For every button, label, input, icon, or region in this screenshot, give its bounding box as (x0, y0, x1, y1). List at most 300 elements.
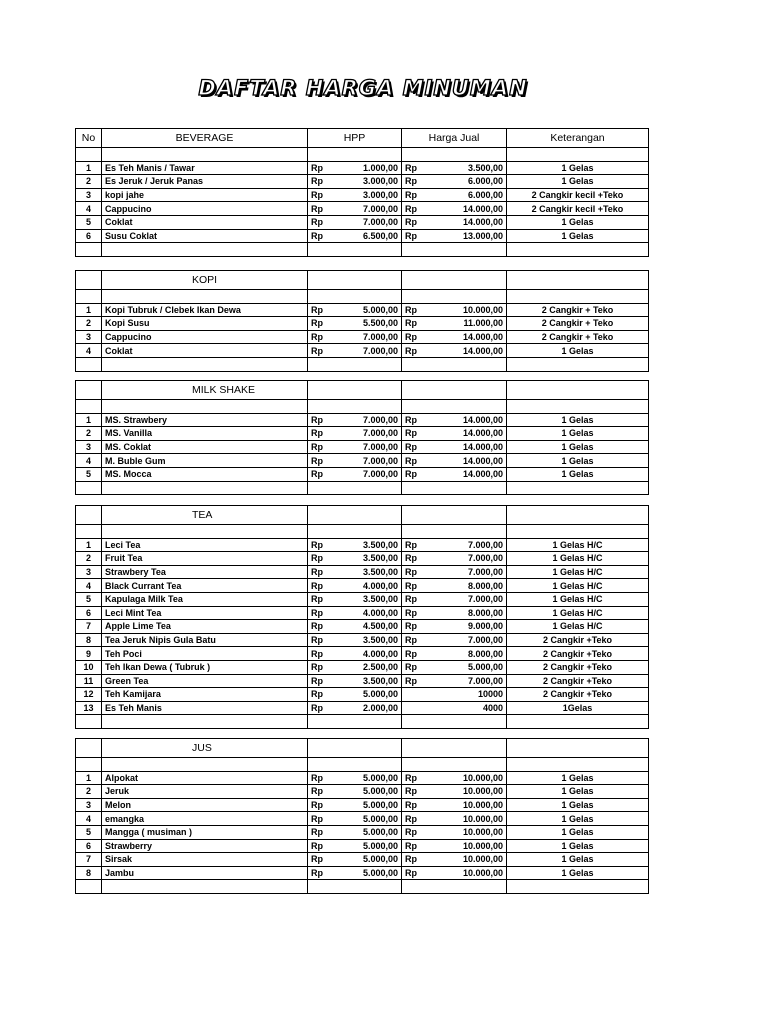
page-title: DAFTAR HARGA MINUMAN (198, 76, 528, 100)
header-keterangan: Keterangan (507, 129, 649, 148)
price-value: 7.000,00 (434, 592, 507, 606)
price-currency: Rp (402, 317, 434, 331)
item-name: M. Buble Gum (102, 454, 308, 468)
item-no: 5 (76, 215, 102, 229)
hpp-currency: Rp (308, 215, 340, 229)
item-no: 8 (76, 866, 102, 880)
item-no: 12 (76, 688, 102, 702)
item-note: 1 Gelas (507, 344, 649, 358)
hpp-value: 4.500,00 (340, 620, 402, 634)
table-row (76, 688, 649, 702)
hpp-currency: Rp (308, 538, 340, 552)
item-no: 1 (76, 538, 102, 552)
price-value: 10.000,00 (434, 853, 507, 867)
hpp-value: 3.500,00 (340, 552, 402, 566)
item-no: 2 (76, 785, 102, 799)
hpp-value: 5.000,00 (340, 853, 402, 867)
hpp-value: 3.500,00 (340, 565, 402, 579)
price-value: 14.000,00 (434, 467, 507, 481)
price-currency: Rp (402, 771, 434, 785)
item-name: Susu Coklat (102, 229, 308, 243)
table-row (76, 440, 649, 454)
item-name: MS. Coklat (102, 440, 308, 454)
table-row (76, 771, 649, 785)
hpp-currency: Rp (308, 701, 340, 715)
blank-row (76, 290, 649, 304)
price-value: 14.000,00 (434, 215, 507, 229)
table-row (76, 579, 649, 593)
price-value: 14.000,00 (434, 454, 507, 468)
blank-row (76, 148, 649, 162)
hpp-value: 2.000,00 (340, 701, 402, 715)
item-note: 1 Gelas H/C (507, 620, 649, 634)
item-note: 1 Gelas H/C (507, 592, 649, 606)
table-kopi (75, 270, 649, 372)
table-row (76, 344, 649, 358)
price-value: 13.000,00 (434, 229, 507, 243)
item-name: Apple Lime Tea (102, 620, 308, 634)
price-value: 5.000,00 (434, 660, 507, 674)
table-tea (75, 505, 649, 729)
hpp-currency: Rp (308, 606, 340, 620)
item-name: Kapulaga Milk Tea (102, 592, 308, 606)
hpp-value: 2.500,00 (340, 660, 402, 674)
price-currency (402, 688, 434, 702)
hpp-currency: Rp (308, 552, 340, 566)
price-value: 7.000,00 (434, 538, 507, 552)
hpp-currency: Rp (308, 688, 340, 702)
price-value: 10.000,00 (434, 785, 507, 799)
price-currency: Rp (402, 853, 434, 867)
table-row (76, 303, 649, 317)
hpp-value: 3.000,00 (340, 175, 402, 189)
item-name: MS. Mocca (102, 467, 308, 481)
section-header (76, 271, 649, 290)
item-note: 2 Cangkir +Teko (507, 674, 649, 688)
hpp-currency: Rp (308, 303, 340, 317)
item-note: 1 Gelas (507, 853, 649, 867)
item-no: 1 (76, 413, 102, 427)
item-no: 6 (76, 839, 102, 853)
item-note: 1 Gelas H/C (507, 552, 649, 566)
hpp-value: 7.000,00 (340, 454, 402, 468)
hpp-value: 5.000,00 (340, 785, 402, 799)
price-currency: Rp (402, 344, 434, 358)
price-value: 7.000,00 (434, 565, 507, 579)
item-name: Alpokat (102, 771, 308, 785)
item-note: 1 Gelas (507, 771, 649, 785)
hpp-value: 5.000,00 (340, 798, 402, 812)
item-name: Es Teh Manis / Tawar (102, 161, 308, 175)
hpp-currency: Rp (308, 188, 340, 202)
price-value: 11.000,00 (434, 317, 507, 331)
header-no: No (76, 129, 102, 148)
price-currency: Rp (402, 427, 434, 441)
item-no: 6 (76, 606, 102, 620)
price-currency: Rp (402, 674, 434, 688)
item-name: Jeruk (102, 785, 308, 799)
item-no: 4 (76, 202, 102, 216)
blank-row (76, 758, 649, 772)
table-row (76, 647, 649, 661)
item-note: 1 Gelas (507, 440, 649, 454)
hpp-value: 5.500,00 (340, 317, 402, 331)
hpp-currency: Rp (308, 839, 340, 853)
table-milk-shake (75, 380, 649, 495)
item-note: 1 Gelas (507, 229, 649, 243)
item-name: Melon (102, 798, 308, 812)
hpp-currency: Rp (308, 592, 340, 606)
hpp-currency: Rp (308, 413, 340, 427)
price-value: 7.000,00 (434, 633, 507, 647)
price-value: 10.000,00 (434, 839, 507, 853)
price-value: 14.000,00 (434, 344, 507, 358)
hpp-currency: Rp (308, 866, 340, 880)
hpp-value: 7.000,00 (340, 467, 402, 481)
blank-row (76, 481, 649, 495)
blank-row (76, 243, 649, 257)
price-value: 14.000,00 (434, 427, 507, 441)
item-note: 2 Cangkir + Teko (507, 330, 649, 344)
item-no: 11 (76, 674, 102, 688)
hpp-value: 6.500,00 (340, 229, 402, 243)
item-no: 10 (76, 660, 102, 674)
price-currency: Rp (402, 647, 434, 661)
price-value: 9.000,00 (434, 620, 507, 634)
table-row (76, 701, 649, 715)
table-row (76, 674, 649, 688)
table-row (76, 427, 649, 441)
hpp-currency: Rp (308, 454, 340, 468)
item-no: 4 (76, 344, 102, 358)
table-row (76, 229, 649, 243)
item-name: Fruit Tea (102, 552, 308, 566)
price-currency: Rp (402, 839, 434, 853)
price-value: 14.000,00 (434, 330, 507, 344)
hpp-currency: Rp (308, 565, 340, 579)
price-currency: Rp (402, 592, 434, 606)
hpp-currency: Rp (308, 467, 340, 481)
section-title: TEA (102, 506, 308, 525)
price-currency: Rp (402, 620, 434, 634)
hpp-value: 3.500,00 (340, 633, 402, 647)
hpp-value: 5.000,00 (340, 866, 402, 880)
item-no: 3 (76, 798, 102, 812)
table-row (76, 161, 649, 175)
hpp-currency: Rp (308, 660, 340, 674)
price-value: 10.000,00 (434, 303, 507, 317)
hpp-currency: Rp (308, 674, 340, 688)
item-note: 1 Gelas (507, 161, 649, 175)
price-currency: Rp (402, 229, 434, 243)
item-no: 1 (76, 303, 102, 317)
item-no: 5 (76, 592, 102, 606)
hpp-value: 7.000,00 (340, 330, 402, 344)
item-name: kopi jahe (102, 188, 308, 202)
hpp-currency: Rp (308, 633, 340, 647)
price-currency: Rp (402, 188, 434, 202)
item-note: 2 Cangkir +Teko (507, 660, 649, 674)
item-no: 7 (76, 853, 102, 867)
price-value: 10.000,00 (434, 771, 507, 785)
table-row (76, 330, 649, 344)
price-currency: Rp (402, 330, 434, 344)
item-name: MS. Vanilla (102, 427, 308, 441)
item-no: 4 (76, 454, 102, 468)
item-note: 1Gelas (507, 701, 649, 715)
hpp-value: 5.000,00 (340, 688, 402, 702)
item-name: MS. Strawbery (102, 413, 308, 427)
item-name: Leci Tea (102, 538, 308, 552)
hpp-currency: Rp (308, 161, 340, 175)
hpp-value: 7.000,00 (340, 202, 402, 216)
item-note: 1 Gelas (507, 427, 649, 441)
hpp-currency: Rp (308, 620, 340, 634)
item-name: Sirsak (102, 853, 308, 867)
table-row (76, 606, 649, 620)
item-name: Mangga ( musiman ) (102, 825, 308, 839)
item-note: 2 Cangkir +Teko (507, 647, 649, 661)
item-name: Kopi Tubruk / Clebek Ikan Dewa (102, 303, 308, 317)
item-no: 9 (76, 647, 102, 661)
item-name: Teh Kamijara (102, 688, 308, 702)
hpp-value: 1.000,00 (340, 161, 402, 175)
blank-row (76, 525, 649, 539)
item-name: Cappucino (102, 202, 308, 216)
table-row (76, 538, 649, 552)
item-note: 1 Gelas (507, 812, 649, 826)
item-no: 2 (76, 427, 102, 441)
section-header (76, 506, 649, 525)
item-note: 1 Gelas (507, 413, 649, 427)
item-note: 2 Cangkir +Teko (507, 633, 649, 647)
item-name: Es Teh Manis (102, 701, 308, 715)
table-row (76, 812, 649, 826)
price-value: 14.000,00 (434, 413, 507, 427)
hpp-value: 7.000,00 (340, 344, 402, 358)
hpp-currency: Rp (308, 202, 340, 216)
hpp-currency: Rp (308, 229, 340, 243)
blank-row (76, 880, 649, 894)
price-value: 10.000,00 (434, 866, 507, 880)
item-note: 2 Cangkir kecil +Teko (507, 202, 649, 216)
price-currency: Rp (402, 303, 434, 317)
price-currency: Rp (402, 175, 434, 189)
table-row (76, 620, 649, 634)
table-row (76, 633, 649, 647)
item-name: Teh Ikan Dewa ( Tubruk ) (102, 660, 308, 674)
item-name: Kopi Susu (102, 317, 308, 331)
hpp-currency: Rp (308, 771, 340, 785)
hpp-currency: Rp (308, 330, 340, 344)
table-row (76, 454, 649, 468)
price-currency: Rp (402, 798, 434, 812)
table-row (76, 565, 649, 579)
hpp-currency: Rp (308, 317, 340, 331)
table-row (76, 175, 649, 189)
section-title: KOPI (102, 271, 308, 290)
table-row (76, 317, 649, 331)
item-name: Jambu (102, 866, 308, 880)
section-title: MILK SHAKE (102, 381, 308, 400)
item-note: 1 Gelas (507, 467, 649, 481)
item-no: 5 (76, 825, 102, 839)
item-no: 3 (76, 330, 102, 344)
item-note: 2 Cangkir + Teko (507, 317, 649, 331)
price-value: 4000 (434, 701, 507, 715)
item-note: 1 Gelas (507, 825, 649, 839)
header-harga-jual: Harga Jual (402, 129, 507, 148)
hpp-value: 5.000,00 (340, 812, 402, 826)
table-jus (75, 738, 649, 894)
price-currency: Rp (402, 538, 434, 552)
price-currency: Rp (402, 467, 434, 481)
item-note: 1 Gelas H/C (507, 579, 649, 593)
table-row (76, 825, 649, 839)
item-no: 5 (76, 467, 102, 481)
item-note: 1 Gelas (507, 839, 649, 853)
hpp-currency: Rp (308, 647, 340, 661)
item-no: 1 (76, 161, 102, 175)
item-no: 7 (76, 620, 102, 634)
item-note: 1 Gelas (507, 798, 649, 812)
hpp-currency: Rp (308, 427, 340, 441)
section-header (76, 739, 649, 758)
price-value: 3.500,00 (434, 161, 507, 175)
item-no: 3 (76, 188, 102, 202)
price-currency (402, 701, 434, 715)
table-header (76, 129, 649, 148)
item-note: 2 Cangkir + Teko (507, 303, 649, 317)
table-row (76, 413, 649, 427)
item-no: 8 (76, 633, 102, 647)
item-note: 2 Cangkir +Teko (507, 688, 649, 702)
item-name: Strawberry (102, 839, 308, 853)
item-name: Cappucino (102, 330, 308, 344)
price-currency: Rp (402, 785, 434, 799)
item-note: 1 Gelas (507, 785, 649, 799)
price-value: 10.000,00 (434, 825, 507, 839)
hpp-value: 3.500,00 (340, 592, 402, 606)
blank-row (76, 400, 649, 414)
item-no: 2 (76, 175, 102, 189)
item-note: 1 Gelas (507, 866, 649, 880)
item-name: Green Tea (102, 674, 308, 688)
item-no: 2 (76, 552, 102, 566)
price-currency: Rp (402, 579, 434, 593)
item-no: 13 (76, 701, 102, 715)
hpp-currency: Rp (308, 812, 340, 826)
price-value: 10.000,00 (434, 812, 507, 826)
item-name: Es Jeruk / Jeruk Panas (102, 175, 308, 189)
price-value: 10.000,00 (434, 798, 507, 812)
item-name: emangka (102, 812, 308, 826)
hpp-value: 7.000,00 (340, 215, 402, 229)
item-name: Leci Mint Tea (102, 606, 308, 620)
header-beverage: BEVERAGE (102, 129, 308, 148)
section-title: JUS (102, 739, 308, 758)
hpp-value: 7.000,00 (340, 413, 402, 427)
price-value: 7.000,00 (434, 674, 507, 688)
price-value: 6.000,00 (434, 188, 507, 202)
price-currency: Rp (402, 606, 434, 620)
price-currency: Rp (402, 633, 434, 647)
item-name: Coklat (102, 215, 308, 229)
price-value: 14.000,00 (434, 440, 507, 454)
table-row (76, 853, 649, 867)
price-value: 6.000,00 (434, 175, 507, 189)
item-name: Strawbery Tea (102, 565, 308, 579)
hpp-currency: Rp (308, 579, 340, 593)
table-row (76, 592, 649, 606)
price-value: 14.000,00 (434, 202, 507, 216)
price-currency: Rp (402, 440, 434, 454)
item-no: 4 (76, 579, 102, 593)
item-no: 2 (76, 317, 102, 331)
hpp-value: 4.000,00 (340, 647, 402, 661)
hpp-value: 5.000,00 (340, 771, 402, 785)
blank-row (76, 715, 649, 729)
hpp-value: 3.000,00 (340, 188, 402, 202)
item-name: Black Currant Tea (102, 579, 308, 593)
blank-row (76, 357, 649, 371)
price-currency: Rp (402, 215, 434, 229)
price-currency: Rp (402, 825, 434, 839)
price-currency: Rp (402, 413, 434, 427)
price-currency: Rp (402, 454, 434, 468)
price-currency: Rp (402, 552, 434, 566)
item-no: 3 (76, 440, 102, 454)
item-note: 1 Gelas H/C (507, 565, 649, 579)
price-currency: Rp (402, 660, 434, 674)
item-no: 3 (76, 565, 102, 579)
table-row (76, 660, 649, 674)
price-currency: Rp (402, 161, 434, 175)
hpp-currency: Rp (308, 785, 340, 799)
item-name: Teh Poci (102, 647, 308, 661)
table-row (76, 866, 649, 880)
hpp-value: 4.000,00 (340, 606, 402, 620)
table-row (76, 467, 649, 481)
table-row (76, 785, 649, 799)
item-note: 1 Gelas H/C (507, 606, 649, 620)
item-no: 1 (76, 771, 102, 785)
table-row (76, 188, 649, 202)
price-value: 8.000,00 (434, 606, 507, 620)
item-note: 1 Gelas (507, 175, 649, 189)
hpp-value: 5.000,00 (340, 303, 402, 317)
item-note: 1 Gelas (507, 454, 649, 468)
hpp-value: 3.500,00 (340, 674, 402, 688)
hpp-value: 5.000,00 (340, 839, 402, 853)
header-hpp: HPP (308, 129, 402, 148)
hpp-value: 5.000,00 (340, 825, 402, 839)
table-row (76, 202, 649, 216)
table-row (76, 552, 649, 566)
hpp-currency: Rp (308, 825, 340, 839)
item-name: Coklat (102, 344, 308, 358)
price-currency: Rp (402, 565, 434, 579)
hpp-value: 3.500,00 (340, 538, 402, 552)
hpp-value: 4.000,00 (340, 579, 402, 593)
item-note: 1 Gelas (507, 215, 649, 229)
item-note: 1 Gelas H/C (507, 538, 649, 552)
price-value: 10000 (434, 688, 507, 702)
price-currency: Rp (402, 866, 434, 880)
hpp-currency: Rp (308, 798, 340, 812)
hpp-currency: Rp (308, 344, 340, 358)
price-currency: Rp (402, 202, 434, 216)
